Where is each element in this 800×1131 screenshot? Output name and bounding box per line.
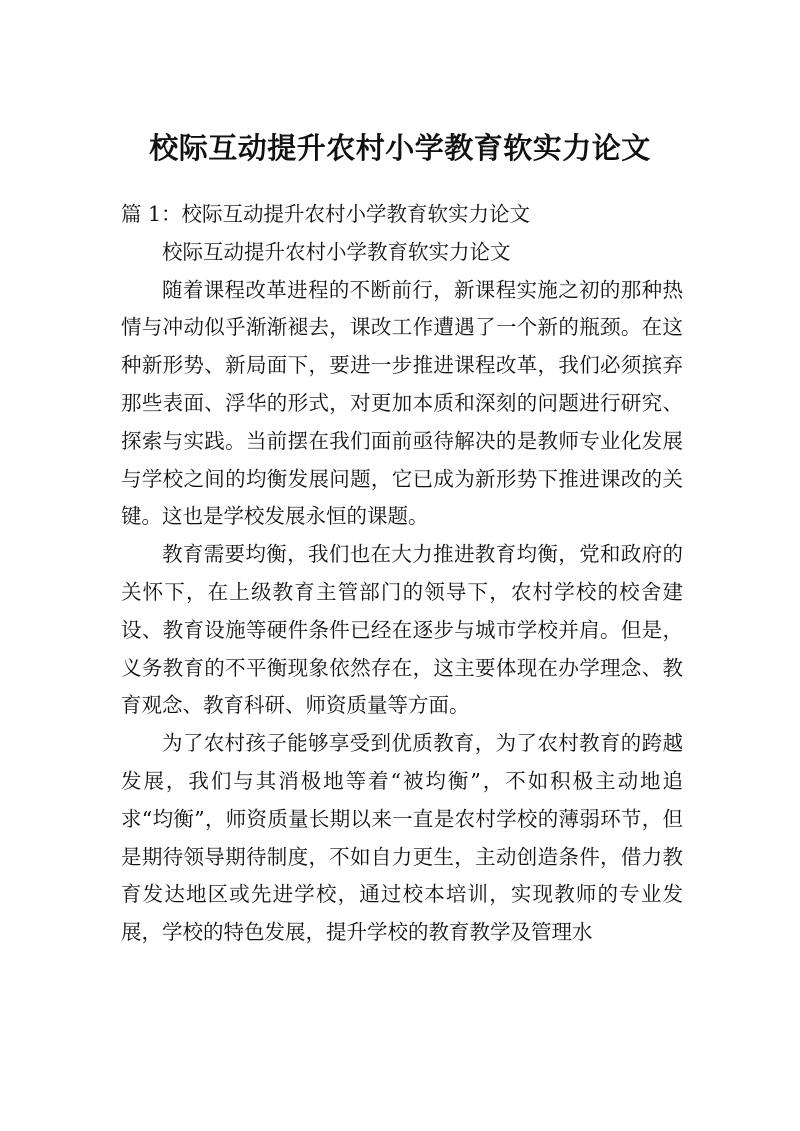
document-title: 校际互动提升农村小学教育软实力论文	[149, 131, 651, 165]
document-body	[121, 196, 683, 952]
article-subtitle: 校际互动提升农村小学教育软实力论文	[162, 239, 511, 264]
paragraph-3: 为了农村孩子能够享受到优质教育，为了农村教育的跨越发展，我们与其消极地等着“被均衡”，不如积极主动地追求“均衡”，师资质量长期以来一直是农村学校的薄弱环节，但是期待领导期待制度，不如自力更生，主动创造条件，借力教育发达地区或先进学校，通过校本培训，实现教师的专业发展，学校的特色发展，提升学校的教育教学及管理水	[121, 731, 683, 945]
section-heading: 篇 1：校际互动提升农村小学教育软实力论文	[121, 202, 531, 226]
paragraph-1: 随着课程改革进程的不断前行，新课程实施之初的那种热情与冲动似乎渐渐褪去，课改工作遭遇了一个新的瓶颈。在这种新形势、新局面下，要进一步推进课程改革，我们必须摈弃那些表面、浮华的形式，对更加本质和深刻的问题进行研究、探索与实践。当前摆在我们面前亟待解决的是教师专业化发展与学校之间的均衡发展问题，它已成为新形势下推进课改的关键。这也是学校发展永恒的课题。	[121, 277, 683, 529]
paragraph-2: 教育需要均衡，我们也在大力推进教育均衡，党和政府的关怀下，在上级教育主管部门的领导下，农村学校的校舍建设、教育设施等硬件条件已经在逐步与城市学校并肩。但是，义务教育的不平衡现象依然存在，这主要体现在办学理念、教育观念、教育科研、师资质量等方面。	[121, 542, 683, 718]
